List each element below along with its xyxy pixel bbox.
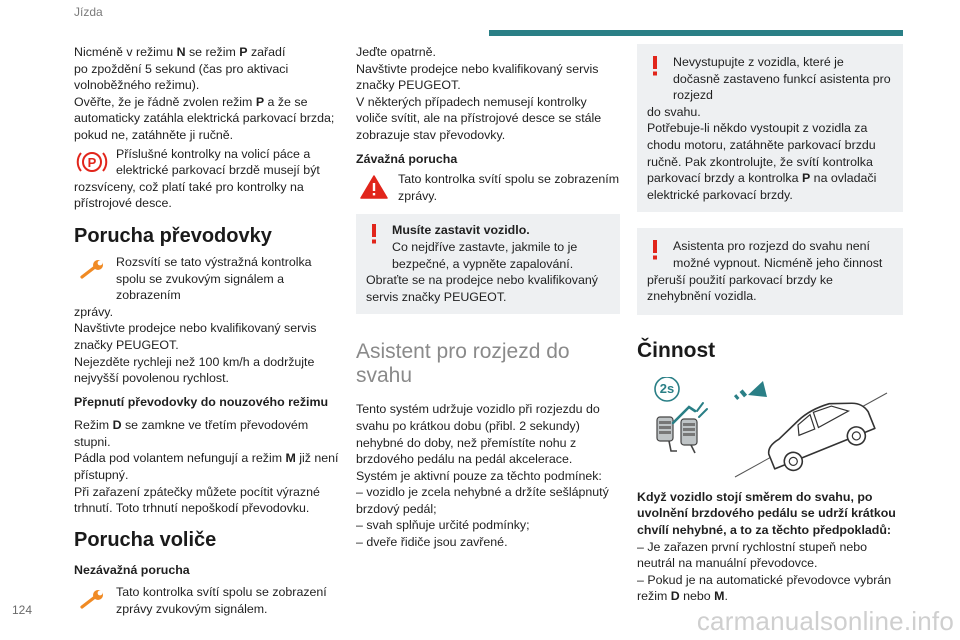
warning-triangle-icon (356, 171, 392, 203)
parking-brake-p-icon (74, 146, 110, 178)
stop-vehicle-warning: Musíte zastavit vozidlo. Co nejdříve zastavte, jakmile to je bezpečné, a vypněte zapalování. Obraťte se na prodejce nebo kvalifikovaný servis značky PEUGEOT. (356, 214, 620, 314)
paragraph-visit-dealer: Navštivte prodejce nebo kvalifikovaný servis značky PEUGEOT. (74, 321, 317, 352)
paragraph-speed-limit: Nejezděte rychleji než 100 km/h a dodržujte nejvyšší povolenou rychlost. (74, 354, 315, 386)
paragraph-mode-d-locked: Režim D se zamkne ve třetím převodovém stupni. (74, 418, 309, 449)
heading-selector-fault: Porucha voliče (74, 528, 217, 551)
wrench-icon (74, 254, 110, 286)
list-item: – Pokud je na automatické převodovce vybrán režim D nebo M. (637, 572, 892, 604)
heading-operation: Činnost (637, 338, 716, 362)
heading-major-fault: Závažná porucha (356, 151, 458, 166)
page-number: 124 (12, 603, 33, 617)
heading-gearbox-fault: Porucha převodovky (74, 224, 272, 247)
paragraph-check-mode-p: Ověřte, že je řádně zvolen režim P a že se automaticky zatáhla elektrická parkovací brzda; pokud ne, zatáhněte ji ručně. (74, 94, 335, 142)
hill-start-illustration (637, 377, 903, 479)
svg-text:P: P (87, 154, 97, 170)
watermark: carmanualsonline.info (696, 606, 954, 636)
heading-hill-start-assist: Asistent pro rozjezd do svahu (356, 340, 570, 388)
column-3: Nevystupujte z vozidla, které je dočasně zastaveno funkcí asistenta pro rozjezd do svahu. Potřebuje-li někdo vystoupit z vozidla za chodu motoru, zatáhněte parkovací brzdu ručně. Pak zkontrolujte, že svítí kontrolka parkovací brzdy a kontrolka P na ovladači elektrické parkovací brzdy. Asistenta pro rozjezd do svahu není možné vypnout. Nicméně jeho činnost přeruší použití parkovací brzdy ke znehybnění vozidla. Činnost 2s Když vozidlo stojí směrem do svahu, po uvolnění brzdového pedálu se udrží krátkou chvílí nehybné, a to za těchto předpokladů: – Je zařazen první rychlostní stupeň nebo neutrál na manuální převodovce. – Pokud je na automatické převodovce vybrán režim D nebo M. (637, 44, 903, 605)
minor-fault-note: Tato kontrolka svítí spolu se zobrazení zprávy zvukovým signálem. (74, 584, 340, 617)
header-accent-bar (489, 30, 903, 36)
exclamation-icon (647, 238, 663, 260)
list-item: – svah splňuje určité podmínky; (356, 518, 530, 533)
exclamation-icon (366, 222, 382, 244)
exclamation-icon (647, 54, 663, 76)
cannot-disable-warning: Asistenta pro rozjezd do svahu není možné vypnout. Nicméně jeho činnost přeruší použití parkovací brzdy ke znehybnění vozidla. (637, 228, 903, 314)
heading-emergency-mode: Přepnutí převodovky do nouzového režimu (74, 394, 329, 409)
list-item: – dveře řidiče jsou zavřené. (356, 535, 508, 550)
major-fault-note: Tato kontrolka svítí spolu se zobrazením zprávy. (356, 171, 620, 204)
heading-minor-fault: Nezávažná porucha (74, 562, 190, 577)
paragraph-paddles: Pádla pod volantem nefungují a režim M již není přístupný. (74, 451, 339, 483)
paragraph-reverse-jolt: Při zařazení zpátečky můžete pocítit výrazné trhnutí. Toto trhnutí nepoškodí převodovku. (74, 484, 320, 516)
wrench-icon (74, 584, 110, 616)
column-2: Jeďte opatrně. Navštivte prodejce nebo kvalifikovaný servis značky PEUGEOT. V některých případech nemusejí kontrolky voliče svítit, ale na přístrojové desce se stále zobrazuje stav převodovky. Závažná porucha Tato kontrolka svítí spolu se zobrazením zprávy. Musíte zastavit vozidlo. Co nejdříve zastavte, jakmile to je bezpečné, a vypněte zapalování. Obraťte se na prodejce nebo kvalifikovaný servis značky PEUGEOT. Asistent pro rozjezd do svahu Tento systém udržuje vozidlo při rozjezdu do svahu po krátkou dobu (přibl. 2 sekundy) nehybné do doby, než přemístíte nohu z brzdového pedálu na pedál akcelerace. Systém je aktivní pouze za těchto podmínek: – vozidlo je zcela nehybné a držíte sešlápnutý brzdový pedál; – svah splňuje určité podmínky; – dveře řidiče jsou zavřené. (356, 45, 620, 550)
paragraph-mode-n: Nicméně v režimu N se režim P zařadí po zpoždění 5 sekund (čas pro aktivaci volnoběžného režimu). (74, 45, 289, 93)
do-not-exit-warning: Nevystupujte z vozidla, které je dočasně zastaveno funkcí asistenta pro rozjezd do svahu. Potřebuje-li někdo vystoupit z vozidla za chodu motoru, zatáhněte parkovací brzdu ručně. Pak zkontrolujte, že svítí kontrolka parkovací brzdy a kontrolka P na ovladači elektrické parkovací brzdy. (637, 44, 903, 212)
parking-brake-note: P Příslušné kontrolky na volicí páce a elektrické parkovací brzdě musejí být (74, 146, 340, 179)
gearbox-warning-note: Rozsvítí se tato výstražná kontrolka spolu se zvukovým signálem a zobrazením (74, 254, 340, 304)
list-item: – vozidlo je zcela nehybné a držíte sešlápnutý brzdový pedál; (356, 485, 609, 516)
header-section-title: Jízda (74, 5, 103, 19)
column-1: Nicméně v režimu N se režim P zařadí po zpoždění 5 sekund (čas pro aktivaci volnoběžného režimu). Ověřte, že je řádně zvolen režim P a že se automaticky zatáhla elektrická parkovací brzda; pokud ne, zatáhněte ji ručně. P Příslušné kontrolky na volicí páce a elektrické parkovací brzdě musejí být rozsvíceny, což platí také pro kontrolky na přístrojové desce. Porucha převodovky Rozsvítí se tato výstražná kontrolka spolu se zvukovým signálem a zobrazením zprávy. Navštivte prodejce nebo kvalifikovaný servis značky PEUGEOT. Nejezděte rychleji než 100 km/h a dodržujte nejvyšší povolenou rychlost. Přepnutí převodovky do nouzového režimu Režim D se zamkne ve třetím převodovém stupni. Pádla pod volantem nefungují a režim M již není přístupný. Při zařazení zpátečky můžete pocítit výrazné trhnutí. Toto trhnutí nepoškodí převodovku. Porucha voliče Nezávažná porucha Tato kontrolka svítí spolu se zobrazení zprávy zvukovým signálem. (74, 45, 339, 617)
timer-2s-badge: 2s (659, 380, 675, 396)
list-item: – Je zařazen první rychlostní stupeň nebo neutrál na manuální převodovce. (637, 539, 868, 571)
